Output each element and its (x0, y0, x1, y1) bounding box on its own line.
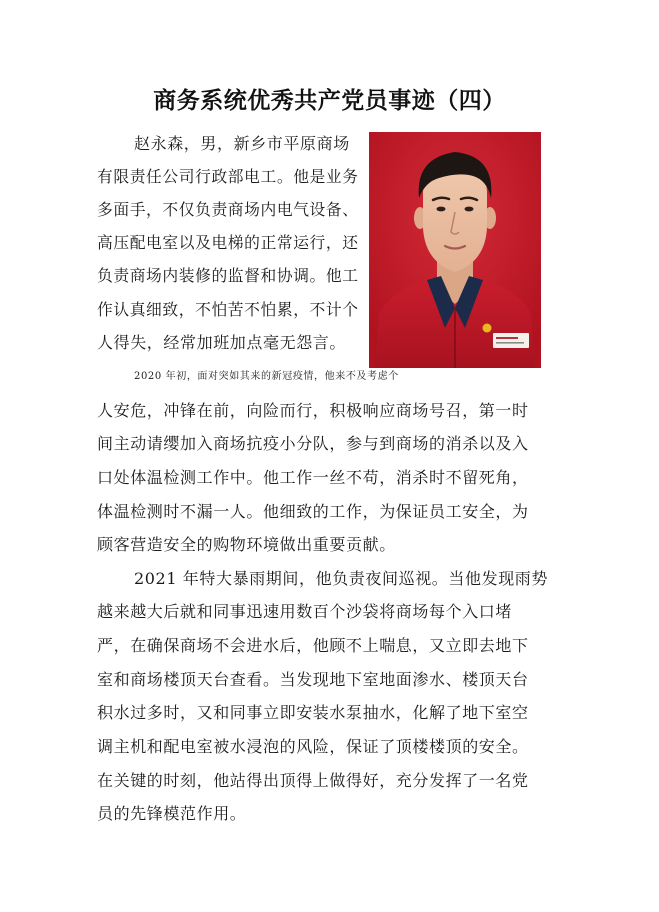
document-title: 商务系统优秀共产党员事迹（四） (153, 88, 506, 114)
body-line-10: 间主动请缨加入商场抗疫小分队，参与到商场的消杀以及入 (97, 434, 529, 453)
body-line-11: 口处体温检测工作中。他工作一丝不苟，消杀时不留死角， (97, 468, 529, 487)
body-line-8: 2020 年初，面对突如其来的新冠疫情，他来不及考虑个 (134, 371, 399, 382)
body-line-1: 赵永森，男，新乡市平原商场 (134, 134, 350, 153)
body-line-21: 员的先锋模范作用。 (97, 804, 247, 823)
body-line-7: 人得失，经常加班加点毫无怨言。 (97, 333, 347, 352)
body-line-4: 高压配电室以及电梯的正常运行，还 (97, 233, 359, 252)
body-line-12: 体温检测时不漏一人。他细致的工作，为保证员工安全，为 (97, 502, 529, 521)
body-line-17: 室和商场楼顶天台查看。当发现地下室地面渗水、楼顶天台 (97, 670, 529, 689)
body-line-15: 越来越大后就和同事迅速用数百个沙袋将商场每个入口堵 (97, 602, 513, 621)
body-line-14: 2021 年特大暴雨期间，他负责夜间巡视。当他发现雨势 (134, 569, 549, 588)
body-line-16: 严，在确保商场不会进水后，他顾不上喘息，又立即去地下 (97, 636, 529, 655)
body-line-6: 作认真细致，不怕苦不怕累，不计个 (97, 300, 359, 319)
body-line-18: 积水过多时，又和同事立即安装水泵抽水，化解了地下室空 (97, 703, 529, 722)
body-line-5: 负责商场内装修的监督和协调。他工 (97, 266, 359, 285)
body-line-2: 有限责任公司行政部电工。他是业务 (97, 167, 359, 186)
body-line-9: 人安危，冲锋在前，向险而行，积极响应商场号召，第一时 (97, 401, 529, 420)
body-line-20: 在关键的时刻，他站得出顶得上做得好，充分发挥了一名党 (97, 771, 529, 790)
body-line-13: 顾客营造安全的购物环境做出重要贡献。 (97, 535, 396, 554)
body-line-19: 调主机和配电室被水浸泡的风险，保证了顶楼楼顶的安全。 (97, 737, 529, 756)
body-line-3: 多面手，不仅负责商场内电气设备、 (97, 200, 359, 219)
